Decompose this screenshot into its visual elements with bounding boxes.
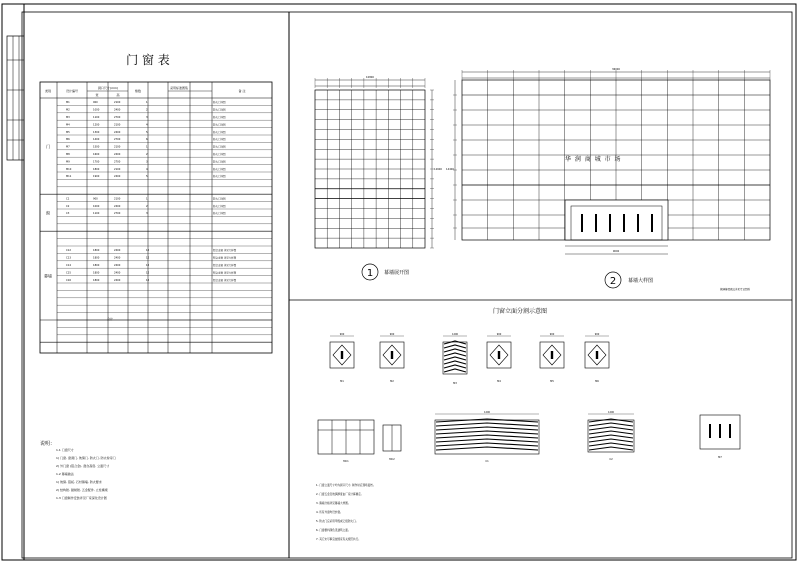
table-cell-qty: 1 — [146, 197, 148, 201]
table-cell-remark: 铝合金窗 详见大样图 — [213, 249, 237, 253]
outer-frame — [2, 4, 796, 560]
detail-window-d-dim-text: 900 — [496, 333, 502, 336]
details-title: 门窗立面分割示意图 — [492, 308, 548, 315]
table-cell-code: M3 — [66, 116, 70, 119]
detail-label: M5 — [550, 380, 554, 383]
table-cell-width: 1400 — [93, 138, 100, 142]
table-cell-qty: 4 — [146, 123, 148, 127]
table-header-type: 类别 — [44, 89, 52, 93]
detail-label: M1 — [340, 380, 344, 383]
elev1-label: 幕墙展开图 — [384, 270, 410, 276]
table-cell-remark: 防火门详图 — [213, 116, 226, 119]
detail-window-f-dim-text: 900 — [594, 333, 600, 336]
note-line: 1) 玻璃, 铝板, 石材幕墙, 防火要求 — [56, 480, 102, 484]
table-cell-code: M4 — [66, 123, 70, 127]
table-cell-code: M9 — [66, 160, 70, 164]
note-line: 2) 结构胶, 耐候胶, 五金配件, 立柱横梁 — [56, 488, 108, 492]
facade-sign: 华 润 商 城 市 场 — [565, 156, 622, 163]
table-cell-code: C14 — [66, 264, 71, 267]
bottom-notes — [316, 483, 375, 541]
table-cell-code: M1 — [66, 101, 70, 105]
detail-label: C1 — [485, 460, 489, 463]
table-cell-qty: 1 — [146, 101, 148, 105]
table-cell-qty: 2 — [146, 108, 148, 112]
bottom-note-line: 1. 门窗立面尺寸均为洞口尺寸, 制作时应现场复核。 — [316, 484, 376, 487]
table-cell-width: 1000 — [93, 108, 100, 112]
table-cell-remark: 防火门详图 — [213, 160, 226, 164]
table-cell-width: 1800 — [93, 278, 100, 282]
note-line: 2) 外门窗 (铝合金), 窗台高度, 立面尺寸 — [56, 464, 110, 468]
table-cell-width: 1800 — [93, 264, 100, 267]
table-cell-code: M10 — [66, 167, 72, 171]
table-cell-qty: 4 — [146, 167, 148, 171]
elev2-door-handle — [581, 214, 583, 232]
table-cell-qty: 3 — [146, 160, 148, 164]
detail-door-k-handle — [719, 424, 721, 438]
title-strip — [7, 36, 24, 160]
table-cell-remark: 铝合金窗 详见大样图 — [213, 278, 237, 282]
table-cell-code: C15 — [66, 271, 71, 275]
table-header-ref: 采用标准图集 — [169, 86, 189, 90]
elev2-dim-total: 36000 — [612, 68, 620, 71]
bottom-note-line: 3. 幕墙分格详见幕墙大样图。 — [316, 502, 351, 505]
table-cell-width: 1200 — [93, 123, 100, 127]
table-cell-remark: 防火门详图 — [213, 197, 226, 201]
bottom-note-line: 7. 其它未尽事宜按国家有关规范执行。 — [316, 538, 361, 541]
table-cell-remark: 铝合金窗 详见大样图 — [213, 271, 237, 275]
table-cell-code: M5 — [66, 130, 70, 134]
table-cell-code: C1 — [66, 197, 70, 201]
table-cell-height: 2100 — [114, 145, 121, 149]
table-header-width: 宽 — [95, 93, 99, 97]
table-cell-qty: 12 — [146, 256, 150, 260]
bottom-note-line: 4. 所有外窗均设纱窗。 — [316, 511, 343, 514]
elev2-label: 幕墙大样图 — [628, 278, 654, 284]
table-cell-height: 2400 — [114, 108, 121, 112]
table-cell-height: 2400 — [114, 249, 121, 253]
table-summary-label: 合计 — [106, 317, 114, 321]
elev1-number: 1 — [366, 268, 374, 279]
table-title: 门 窗 表 — [126, 53, 170, 67]
table-cell-height: 2400 — [114, 256, 121, 260]
table-cell-height: 2100 — [114, 101, 121, 105]
elev1-side-dim-text: 12600 — [434, 168, 442, 171]
table-cell-width: 1000 — [93, 204, 100, 208]
table-border — [40, 82, 272, 353]
table-cell-height: 2700 — [114, 212, 121, 216]
table-cell-width: 1900 — [93, 175, 100, 179]
elev2-bottom-dim-text: 9000 — [612, 250, 620, 253]
table-cell-remark: 防火门详图 — [213, 153, 226, 156]
note-line: 1.1 门窗尺寸 — [56, 448, 74, 452]
table-cell-qty: 3 — [146, 212, 148, 216]
table-cell-height: 2700 — [114, 160, 121, 164]
table-cell-remark: 防火门详图 — [213, 167, 226, 171]
table-cell-height: 2700 — [114, 116, 121, 119]
table-cell-height: 2400 — [114, 130, 121, 134]
detail-label: M2 — [390, 380, 394, 383]
table-cell-qty: 6 — [146, 138, 148, 142]
table-cell-height: 2400 — [114, 204, 121, 208]
table-cell-code: M6 — [66, 138, 70, 142]
table-cell-qty: 2 — [146, 153, 148, 156]
table-cell-height: 2400 — [114, 264, 121, 267]
elev2-side-dim-text: 14400 — [446, 168, 454, 171]
detail-panel-c-dim-text: 1200 — [451, 333, 459, 336]
note-line: 1.3 门窗制作安装详见厂家深化设计图 — [56, 496, 107, 500]
elev1-dim-total: 10800 — [366, 76, 374, 79]
table-cell-height: 2400 — [114, 271, 121, 275]
table-group-label: 门 — [46, 144, 50, 150]
table-cell-remark: 铝合金窗 详见大样图 — [213, 256, 237, 260]
table-cell-width: 1800 — [93, 167, 100, 171]
door-window-details — [318, 333, 740, 463]
table-header-code: 设计编号 — [65, 89, 79, 93]
table-header-remark: 备 注 — [238, 89, 246, 93]
detail-label: MC1 — [343, 460, 349, 463]
table-cell-remark: 防火门详图 — [213, 145, 226, 149]
table-cell-code: C2 — [66, 204, 70, 208]
table-cell-remark: 防火门详图 — [213, 123, 226, 127]
detail-window-a-handle — [341, 351, 343, 359]
elev2-door-handle — [623, 214, 625, 232]
table-cell-code: M2 — [66, 108, 70, 112]
detail-door-k-handle — [709, 424, 711, 438]
table-header-qty: 樘数 — [134, 89, 142, 93]
table-cell-qty: 3 — [146, 116, 148, 119]
note-line: 1.2 幕墙做法 — [56, 472, 74, 476]
detail-label: MC2 — [389, 458, 395, 461]
table-cell-width: 1500 — [93, 145, 100, 149]
elev2-door-handle — [609, 214, 611, 232]
table-cell-width: 1700 — [93, 160, 100, 164]
table-cell-qty: 12 — [146, 249, 150, 253]
table-cell-width: 900 — [93, 101, 98, 105]
detail-panel-i-dim-text: 1200 — [483, 411, 491, 414]
detail-window-e-handle — [551, 351, 553, 359]
table-cell-width: 1600 — [93, 153, 100, 156]
curtain-wall-detail-elevation — [446, 67, 770, 291]
elev2-door-handle — [637, 214, 639, 232]
detail-window-d-handle — [498, 351, 500, 359]
table-cell-qty: 12 — [146, 271, 150, 275]
table-cell-code: M11 — [66, 175, 72, 179]
table-header-height: 高 — [116, 93, 120, 97]
table-cell-height: 2700 — [114, 138, 121, 142]
table-cell-height: 2100 — [114, 123, 121, 127]
table-cell-qty: 1 — [146, 145, 148, 149]
bottom-note-line: 2. 门窗五金及玻璃厚度由厂家计算确定。 — [316, 493, 364, 496]
table-cell-width: 1800 — [93, 271, 100, 275]
table-cell-qty: 2 — [146, 204, 148, 208]
table-cell-qty: 5 — [146, 130, 148, 134]
notes-block — [56, 447, 116, 500]
table-cell-remark: 防火门详图 — [213, 204, 226, 208]
elev2-footnote: 玻璃幕墙做法详见专业图纸 — [720, 288, 751, 291]
table-cell-width: 900 — [93, 197, 98, 201]
detail-label: M6 — [595, 380, 599, 383]
notes-title: 说明： — [40, 441, 56, 447]
door-window-table — [40, 82, 272, 353]
detail-label: M4 — [497, 380, 501, 383]
table-cell-code: C12 — [66, 249, 71, 253]
table-cell-code: C3 — [66, 212, 70, 216]
table-cell-remark: 防火门详图 — [213, 108, 226, 112]
detail-label: M3 — [453, 382, 457, 385]
detail-window-b-dim-text: 900 — [389, 333, 395, 336]
table-cell-code: C16 — [66, 278, 71, 282]
elev2-number: 2 — [609, 276, 617, 287]
table-group-label: 窗 — [46, 210, 50, 216]
table-cell-width: 1300 — [93, 130, 100, 134]
table-cell-remark: 防火门详图 — [213, 101, 226, 105]
table-cell-height: 2400 — [114, 175, 121, 179]
table-cell-height: 2400 — [114, 153, 121, 156]
table-cell-height: 2100 — [114, 197, 121, 201]
table-cell-width: 1800 — [93, 256, 100, 260]
table-cell-remark: 铝合金窗 详见大样图 — [213, 264, 237, 267]
table-cell-remark: 防火门详图 — [213, 212, 226, 216]
table-cell-height: 2100 — [114, 167, 121, 171]
detail-window-e-dim-text: 900 — [549, 333, 555, 336]
table-cell-qty: 12 — [146, 264, 150, 267]
table-cell-code: C13 — [66, 256, 71, 260]
bottom-note-line: 5. 防火门应采用甲级或乙级防火门。 — [316, 520, 359, 523]
elev2-door-handle — [651, 214, 653, 232]
table-cell-width: 1800 — [93, 249, 100, 253]
detail-window-f-handle — [596, 351, 598, 359]
detail-window-b-handle — [391, 351, 393, 359]
table-cell-remark: 防火门详图 — [213, 138, 226, 142]
table-cell-qty: 12 — [146, 278, 150, 282]
bottom-note-line: 6. 门窗框料颜色见建筑立面。 — [316, 529, 351, 532]
table-cell-code: M8 — [66, 153, 70, 156]
elev2-door-handle — [595, 214, 597, 232]
table-cell-width: 1100 — [93, 116, 100, 119]
detail-label: M7 — [718, 456, 722, 459]
table-cell-width: 1100 — [93, 212, 100, 216]
table-cell-remark: 防火门详图 — [213, 130, 226, 134]
detail-panel-j-dim-text: 1200 — [607, 411, 615, 414]
table-group-label: 幕墙 — [44, 273, 52, 279]
detail-label: C2 — [609, 458, 613, 461]
table-cell-qty: 5 — [146, 175, 148, 179]
curtain-wall-unfolded-elevation — [315, 75, 442, 248]
detail-door-k-handle — [729, 424, 731, 438]
note-line: 1) 门窗, 窗洞门, 玻璃门, 防火门, 防火卷帘门 — [56, 456, 116, 460]
table-cell-code: M7 — [66, 145, 70, 149]
table-cell-remark: 防火门详图 — [213, 175, 226, 179]
table-header-size: 洞口尺寸(mm) — [97, 86, 119, 90]
detail-window-a-dim-text: 900 — [339, 333, 345, 336]
table-cell-height: 2400 — [114, 278, 121, 282]
